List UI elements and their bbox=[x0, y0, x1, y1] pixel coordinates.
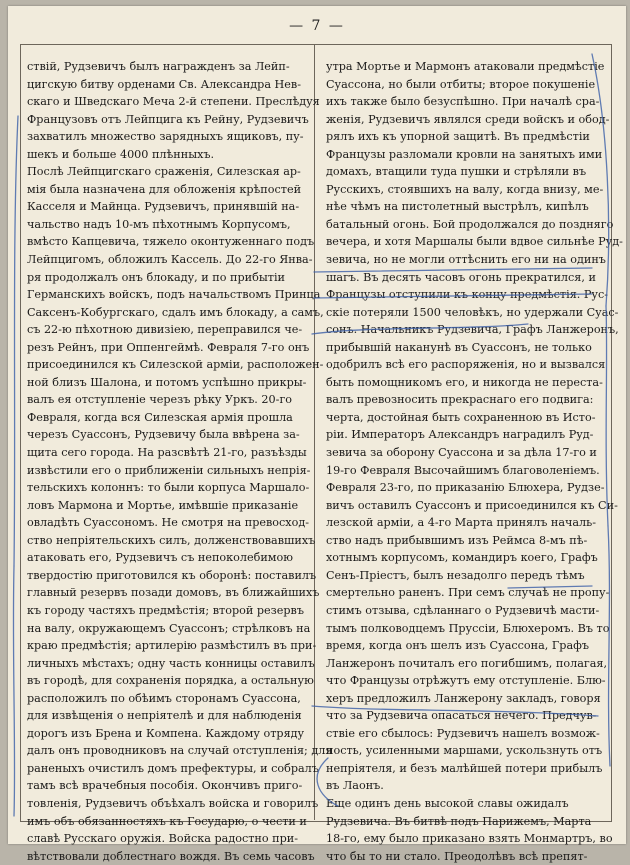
text-line: ствій, Рудзевичъ былъ награжденъ за Лейп- bbox=[27, 60, 290, 73]
text-line: Февраля, когда вся Силезская армія прошла bbox=[27, 410, 293, 424]
text-line: что Французы отрѣжутъ ему отступленіе. Блю- bbox=[326, 674, 606, 688]
text-line: твердостію приготовился къ оборонѣ: поставилъ bbox=[27, 568, 317, 582]
text-line: Сенъ-Пріестъ, былъ незадолго передъ тѣмъ bbox=[326, 568, 585, 582]
text-line: Французы отступили къ концу предмѣстія. Рус- bbox=[326, 288, 609, 302]
text-line: Февраля 23-го, по приказанію Блюхера, Рудзе- bbox=[326, 481, 605, 495]
text-line: что за Рудзевича опасаться нечего. Предчув- bbox=[326, 709, 597, 723]
text-line: присоединился къ Силезской арміи, расположен- bbox=[27, 358, 324, 372]
text-line: шекъ и больше 4000 плѣнныхъ. bbox=[27, 147, 215, 161]
text-line: ство надъ прибывшимъ изъ Реймса 8-мъ пѣ- bbox=[326, 533, 588, 547]
text-line: ріи. Императоръ Александръ наградилъ Руд- bbox=[326, 428, 594, 442]
text-line: славѣ Русскаго оружія. Войска радостно при- bbox=[27, 832, 299, 846]
text-line: Русскихъ, стоявшихъ на валу, когда внизу, ме- bbox=[326, 182, 604, 196]
text-line: ность, усиленными маршами, ускользнуть отъ bbox=[326, 744, 603, 758]
text-line: тамъ всѣ врачебныя пособія. Окончивъ приго- bbox=[27, 779, 303, 793]
text-line: вмѣсто Капцевича, тяжело оконтуженнаго подъ bbox=[27, 235, 315, 249]
text-line: ной близъ Шалона, и потомъ успѣшно прикры- bbox=[27, 375, 307, 389]
text-line: валъ ея отступленіе черезъ рѣку Уркъ. 20-го bbox=[27, 393, 293, 407]
text-line: батальный огонь. Бой продолжался до поздняго bbox=[326, 217, 614, 231]
text-line: рялъ ихъ къ упорной защитѣ. Въ предмѣстіи bbox=[326, 130, 590, 144]
text-line: Ланжеронъ почиталъ его погибшимъ, полагая, bbox=[326, 656, 608, 670]
text-line: личныхъ мѣстахъ; одну часть конницы оставилъ bbox=[27, 656, 315, 670]
text-line: Суассона, но были отбиты; второе покушеніе bbox=[326, 77, 596, 91]
text-line: раненыхъ очистилъ домъ префектуры, и собралъ bbox=[27, 761, 319, 775]
text-line: захватилъ множество зарядныхъ ящиковъ, пу- bbox=[27, 130, 304, 144]
text-line: вичъ оставилъ Суассонъ и присоединился къ Си- bbox=[326, 498, 618, 512]
text-line: ловъ Мармона и Мортье, имѣвшіе приказаніе bbox=[27, 498, 299, 512]
text-line: чальство надъ 10-мъ пѣхотнымъ Корпусомъ, bbox=[27, 217, 291, 231]
text-line: дорогъ изъ Брена и Компена. Каждому отряду bbox=[27, 726, 305, 740]
text-line: Французовъ отъ Лейпцига къ Рейну, Рудзевичъ bbox=[27, 112, 309, 126]
text-line: товленія, Рудзевичъ объѣхалъ войска и говорилъ bbox=[27, 796, 319, 810]
text-line: къ городу частяхъ предмѣстія; второй резервъ bbox=[27, 603, 304, 617]
text-line: Послѣ Лейпцигскаго сраженія, Силезская ар- bbox=[27, 165, 301, 179]
text-line: женія, Рудзевичъ являлся среди войскъ и обод- bbox=[326, 112, 610, 126]
text-line: съ 22-ю пѣхотною дивизіею, переправился че- bbox=[27, 323, 303, 337]
text-line: лезской арміи, а 4-го Марта принялъ началь- bbox=[326, 516, 597, 530]
text-line: скіе потеряли 1500 человѣкъ, но удержали Суас- bbox=[326, 305, 619, 319]
text-line: имъ объ обязанностяхъ къ Государю, о чести и bbox=[27, 814, 307, 828]
text-line: тельскихъ колоннъ: то были корпуса Маршало- bbox=[27, 481, 310, 495]
text-line: херъ предложилъ Ланжерону закладъ, говоря bbox=[326, 691, 601, 705]
text-line: Саксенъ-Кобургскаго, сдалъ имъ блокаду, а самъ, bbox=[27, 305, 324, 319]
text-line: зевича, но не могли оттѣснить его ни на одинъ bbox=[326, 253, 606, 267]
text-line: прибывшій наканунѣ въ Суассонъ, не только bbox=[326, 340, 592, 354]
text-line: что бы то ни стало. Преодолѣвъ всѣ препят- bbox=[326, 849, 588, 863]
text-line: атаковать его, Рудзевичъ съ непоколебимою bbox=[27, 551, 293, 565]
text-line: Еще одинъ день высокой славы ожидалъ bbox=[326, 796, 569, 810]
text-line: утра Мортье и Мармонъ атаковали предмѣстіе bbox=[326, 60, 605, 73]
page-number: — 7 — bbox=[289, 18, 345, 34]
text-line: въ Лаонъ. bbox=[326, 779, 384, 793]
text-line: ствіе его сбылось: Рудзевичъ нашелъ возмож- bbox=[326, 726, 600, 740]
text-line: щита сего города. На разсвѣтѣ 21-го, разъѣзды bbox=[27, 446, 307, 460]
text-line: тымъ полководцемъ Пруссіи, Блюхеромъ. Въ то bbox=[326, 621, 610, 635]
text-line: въ городѣ, для сохраненія порядка, а остальную bbox=[27, 674, 314, 688]
text-line: 19-го Февраля Высочайшимъ благоволеніемъ. bbox=[326, 463, 600, 477]
text-line: нѣе чѣмъ на пистолетный выстрѣлъ, кипѣлъ bbox=[326, 200, 589, 214]
text-line: Германскихъ войскъ, подъ начальствомъ Принца bbox=[27, 288, 321, 302]
text-line: непріятеля, и безъ малѣйшей потери прибылъ bbox=[326, 761, 603, 775]
text-line: Лейпцигомъ, обложилъ Кассель. До 22-го Янва- bbox=[27, 253, 313, 267]
text-line: на валу, окружающемъ Суассонъ; стрѣлковъ на bbox=[27, 621, 311, 635]
text-line: скаго и Шведскаго Меча 2-й степени. Преслѣдуя bbox=[27, 95, 320, 109]
left-column bbox=[27, 58, 333, 865]
text-line: краю предмѣстія; артилерію размѣстилъ въ при- bbox=[27, 639, 317, 653]
text-line: 18-го, ему было приказано взять Монмартръ, во bbox=[326, 832, 613, 846]
text-line: одобрилъ всѣ его распоряженія, но и вызвался bbox=[326, 358, 606, 372]
right-column bbox=[326, 58, 623, 865]
text-line: овладѣть Суассономъ. Не смотря на превосход- bbox=[27, 516, 310, 530]
text-line: черта, достойная быть сохраненною въ Исто- bbox=[326, 410, 596, 424]
text-line: смертельно раненъ. При семъ случаѣ не пропу- bbox=[326, 586, 610, 600]
text-line: Рудзевича. Въ битвѣ подъ Парижемъ, Марта bbox=[326, 814, 592, 828]
text-line: время, когда онъ шелъ изъ Суассона, Графъ bbox=[326, 639, 589, 653]
text-line: для извѣщенія о непріятелѣ и для наблюденія bbox=[27, 709, 302, 723]
text-line: вечера, и хотя Маршалы были вдвое сильнѣе Руд- bbox=[326, 235, 623, 249]
document-page bbox=[8, 6, 626, 863]
text-line: домахъ, втащили туда пушки и стрѣляли въ bbox=[326, 165, 587, 179]
text-line: Касселя и Майнца. Рудзевичъ, принявшій на- bbox=[27, 200, 300, 214]
text-line: стимъ отзыва, сдѣланнаго о Рудзевичѣ масти- bbox=[326, 603, 600, 617]
text-line: черезъ Суассонъ, Рудзевичу была ввѣрена за- bbox=[27, 428, 300, 442]
text-line: зевича за оборону Суассона и за дѣла 17-го и bbox=[326, 446, 597, 460]
text-line: извѣстили его о приближеніи сильныхъ непрія- bbox=[27, 463, 311, 477]
text-line: хотнымъ корпусомъ, командиръ коего, Графъ bbox=[326, 551, 598, 565]
text-line: резъ Рейнъ, при Оппенгеймѣ. Февраля 7-го онъ bbox=[27, 340, 310, 354]
column-divider bbox=[314, 44, 315, 820]
text-line: ство непріятельскихъ силъ, долженствовавшихъ bbox=[27, 533, 316, 547]
text-line: ря продолжалъ онъ блокаду, и по прибытіи bbox=[27, 270, 285, 284]
text-line: быть помощникомъ его, и никогда не переста- bbox=[326, 375, 603, 389]
text-line: цигскую битву орденами Св. Александра Нев- bbox=[27, 77, 302, 91]
text-line: главный резервъ позади домовъ, въ ближайшихъ bbox=[27, 586, 320, 600]
text-line: валъ превозносить прекраснаго его подвига: bbox=[326, 393, 594, 407]
text-line: шагъ. Въ десять часовъ огонь прекратился, и bbox=[326, 270, 596, 284]
text-line: ихъ также было безуспѣшно. При началѣ сра- bbox=[326, 95, 600, 109]
text-line: вѣтствовали доблестнаго вождя. Въ семь часовъ bbox=[27, 849, 315, 863]
text-line: Французы разломали кровли на занятыхъ ими bbox=[326, 147, 603, 161]
text-line: далъ онъ проводниковъ на случай отступленія; для bbox=[27, 744, 333, 758]
text-line: мія была назначена для обложенія крѣпостей bbox=[27, 182, 302, 196]
text-line: расположилъ по обѣимъ сторонамъ Суассона, bbox=[27, 691, 301, 705]
text-line: сонъ. Начальникъ Рудзевича, Графъ Ланжеронъ, bbox=[326, 323, 619, 337]
